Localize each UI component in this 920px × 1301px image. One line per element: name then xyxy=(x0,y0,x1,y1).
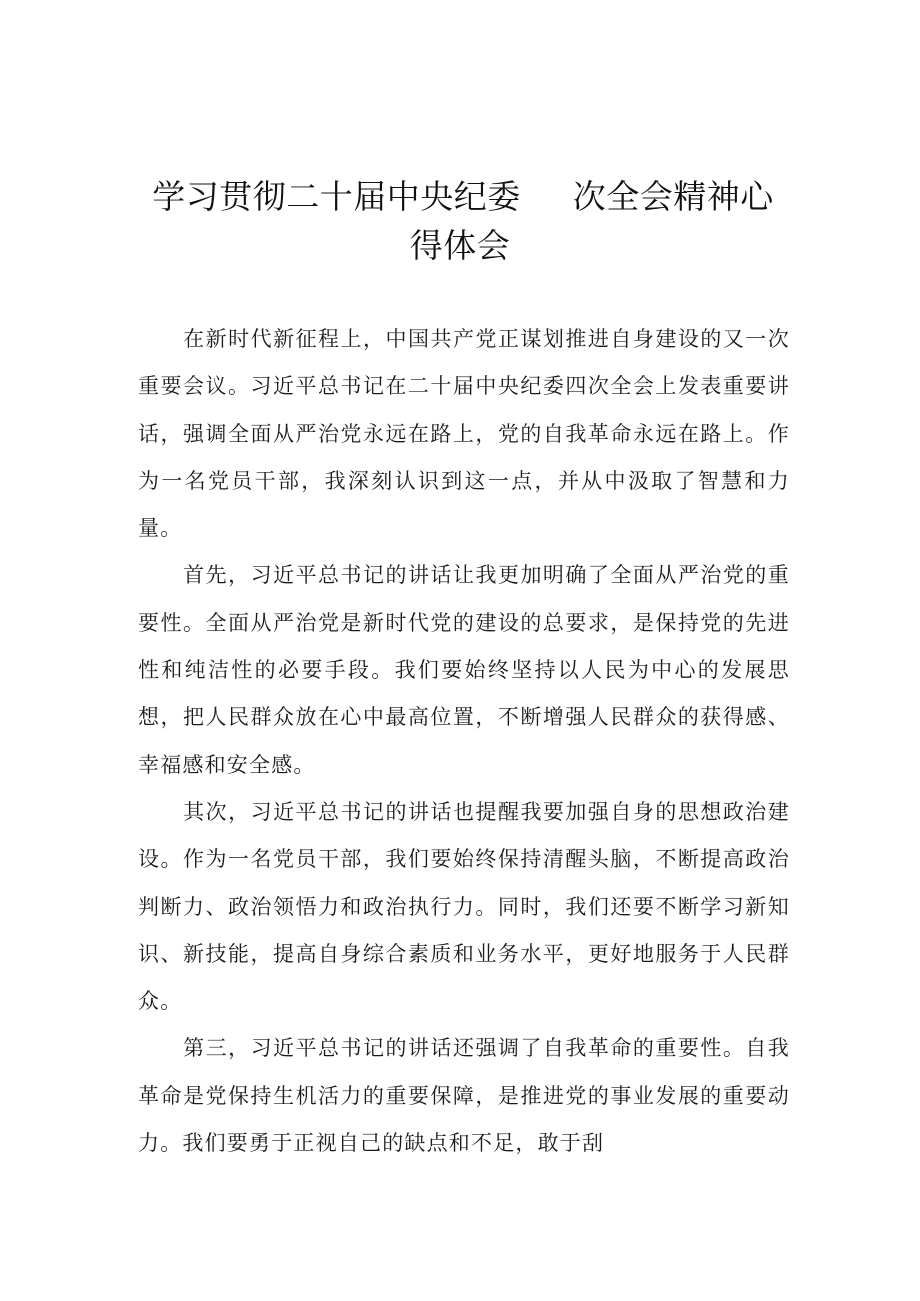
document-body xyxy=(138,316,790,1167)
title-line-2: 得体会 xyxy=(409,226,511,265)
document-title xyxy=(0,172,920,270)
title-line-1-part-2: 次全会精神心 xyxy=(572,177,774,216)
paragraph-3: 其次，习近平总书记的讲话也提醒我要加强自身的思想政治建设。作为一名党员干部，我们要始终保持清醒头脑，不断提高政治判断力、政治领悟力和政治执行力。同时，我们还要不断学习新知识、新技能，提高自身综合素质和业务水平，更好地服务于人民群众。 xyxy=(138,799,790,1014)
paragraph-4: 第三，习近平总书记的讲话还强调了自我革命的重要性。自我革命是党保持生机活力的重要保障，是推进党的事业发展的重要动力。我们要勇于正视自己的缺点和不足，敢于刮 xyxy=(138,1036,790,1156)
title-line-1-part-1: 学习贯彻二十届中央纪委 xyxy=(152,177,521,216)
title-line-1 xyxy=(0,172,920,221)
paragraph-1: 在新时代新征程上，中国共产党正谋划推进自身建设的又一次重要会议。习近平总书记在二十届中央纪委四次全会上发表重要讲话，强调全面从严治党永远在路上，党的自我革命永远在路上。作为一名党员干部，我深刻认识到这一点，并从中汲取了智慧和力量。 xyxy=(138,327,790,541)
paragraph-2: 首先，习近平总书记的讲话让我更加明确了全面从严治党的重要性。全面从严治党是新时代党的建设的总要求，是保持党的先进性和纯洁性的必要手段。我们要始终坚持以人民为中心的发展思想，把人民群众放在心中最高位置，不断增强人民群众的获得感、幸福感和安全感。 xyxy=(138,563,790,777)
